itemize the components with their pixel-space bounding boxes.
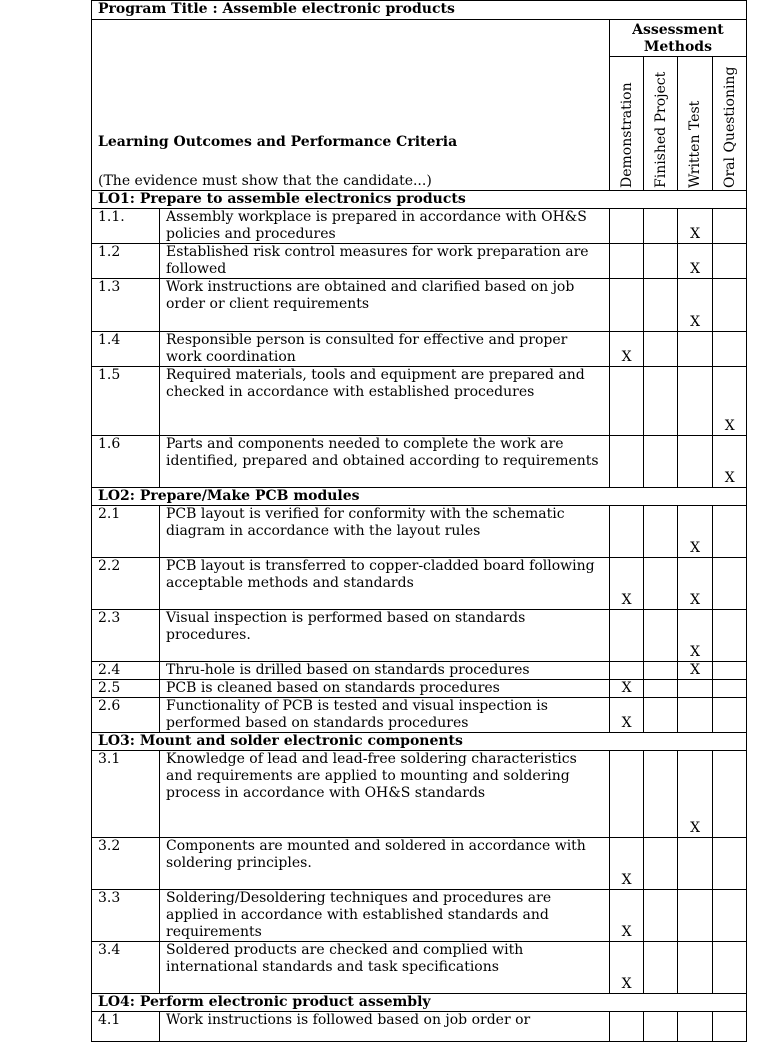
mark-finished-project [644, 942, 677, 994]
assessment-methods-header: Assessment Methods [609, 20, 746, 57]
mark-written-test: X [677, 662, 713, 680]
table-row [92, 698, 747, 733]
criterion-text: Thru-hole is drilled based on standards procedures [160, 662, 610, 680]
table-row [92, 942, 747, 994]
criterion-text: Soldering/Desoldering techniques and procedures are applied in accordance with established standards and requirements [160, 890, 610, 942]
mark-written-test [677, 942, 713, 994]
mark-oral-questioning [713, 838, 747, 890]
row-number: 3.3 [92, 890, 160, 942]
row-number: 1.4 [92, 332, 160, 367]
program-title-row [92, 1, 747, 20]
method-header-written-test: Written Test [677, 57, 713, 191]
row-number: 3.2 [92, 838, 160, 890]
criterion-text: Knowledge of lead and lead-free soldering characteristics and requirements are applied to mounting and soldering process in accordance with OH&S standards [160, 751, 610, 838]
mark-finished-project [644, 367, 677, 436]
mark-demonstration [609, 367, 644, 436]
program-title: Program Title : Assemble electronic products [92, 1, 747, 20]
mark-oral-questioning [713, 751, 747, 838]
row-number: 2.3 [92, 610, 160, 662]
mark-written-test: X [677, 506, 713, 558]
row-number: 1.3 [92, 279, 160, 332]
mark-written-test [677, 332, 713, 367]
mark-oral-questioning [713, 680, 747, 698]
row-number: 2.6 [92, 698, 160, 733]
row-number: 2.2 [92, 558, 160, 610]
mark-written-test: X [677, 751, 713, 838]
mark-finished-project [644, 209, 677, 244]
lo-header: Learning Outcomes and Performance Criteria [98, 134, 458, 150]
mark-demonstration [609, 610, 644, 662]
criterion-text: Functionality of PCB is tested and visual inspection is performed based on standards procedures [160, 698, 610, 733]
method-header-oral-questioning: Oral Questioning [713, 57, 747, 191]
mark-oral-questioning: X [713, 367, 747, 436]
mark-demonstration [609, 751, 644, 838]
mark-oral-questioning [713, 209, 747, 244]
criterion-text: Components are mounted and soldered in accordance with soldering principles. [160, 838, 610, 890]
mark-oral-questioning [713, 1012, 747, 1042]
table-row [92, 506, 747, 558]
mark-finished-project [644, 558, 677, 610]
table-row [92, 662, 747, 680]
mark-demonstration [609, 436, 644, 488]
mark-demonstration: X [609, 680, 644, 698]
lo-header-cell [92, 20, 610, 191]
criterion-text: Assembly workplace is prepared in accordance with OH&S policies and procedures [160, 209, 610, 244]
method-header-demonstration: Demonstration [609, 57, 644, 191]
mark-oral-questioning [713, 279, 747, 332]
mark-oral-questioning [713, 610, 747, 662]
mark-written-test [677, 436, 713, 488]
row-number: 1.5 [92, 367, 160, 436]
row-number: 1.6 [92, 436, 160, 488]
mark-oral-questioning [713, 698, 747, 733]
row-number: 3.1 [92, 751, 160, 838]
mark-finished-project [644, 838, 677, 890]
row-number: 3.4 [92, 942, 160, 994]
mark-oral-questioning [713, 244, 747, 279]
criterion-text: Work instructions are obtained and clarified based on job order or client requirements [160, 279, 610, 332]
row-number: 2.4 [92, 662, 160, 680]
table-row [92, 610, 747, 662]
table-row [92, 558, 747, 610]
assessment-document [91, 0, 747, 1042]
mark-demonstration: X [609, 890, 644, 942]
mark-written-test [677, 890, 713, 942]
mark-finished-project [644, 751, 677, 838]
mark-demonstration: X [609, 558, 644, 610]
row-number: 1.2 [92, 244, 160, 279]
mark-oral-questioning [713, 942, 747, 994]
table-row [92, 680, 747, 698]
row-number: 2.5 [92, 680, 160, 698]
mark-demonstration [609, 662, 644, 680]
mark-oral-questioning [713, 332, 747, 367]
mark-finished-project [644, 436, 677, 488]
criterion-text: Visual inspection is performed based on standards procedures. [160, 610, 610, 662]
mark-oral-questioning: X [713, 436, 747, 488]
mark-demonstration [609, 279, 644, 332]
lo2-title: LO2: Prepare/Make PCB modules [92, 488, 747, 506]
method-header-finished-project: Finished Project [644, 57, 677, 191]
mark-oral-questioning [713, 662, 747, 680]
criterion-text: Required materials, tools and equipment are prepared and checked in accordance with established procedures [160, 367, 610, 436]
mark-finished-project [644, 244, 677, 279]
mark-written-test: X [677, 244, 713, 279]
lo3-title: LO3: Mount and solder electronic components [92, 733, 747, 751]
table-row [92, 367, 747, 436]
mark-demonstration: X [609, 698, 644, 733]
lo1-title: LO1: Prepare to assemble electronics products [92, 191, 747, 209]
mark-oral-questioning [713, 558, 747, 610]
mark-finished-project [644, 332, 677, 367]
mark-demonstration [609, 1012, 644, 1042]
mark-demonstration [609, 209, 644, 244]
criterion-text: Established risk control measures for work preparation are followed [160, 244, 610, 279]
table-row [92, 244, 747, 279]
table-row [92, 436, 747, 488]
mark-finished-project [644, 610, 677, 662]
lo4-title: LO4: Perform electronic product assembly [92, 994, 747, 1012]
row-number: 1.1. [92, 209, 160, 244]
mark-oral-questioning [713, 506, 747, 558]
mark-written-test: X [677, 558, 713, 610]
mark-written-test [677, 680, 713, 698]
table-row [92, 1012, 747, 1042]
criterion-text: Work instructions is followed based on job order or [160, 1012, 610, 1042]
mark-written-test [677, 1012, 713, 1042]
mark-demonstration: X [609, 942, 644, 994]
mark-finished-project [644, 506, 677, 558]
table-row [92, 890, 747, 942]
row-number: 2.1 [92, 506, 160, 558]
mark-written-test [677, 367, 713, 436]
mark-written-test [677, 838, 713, 890]
table-row [92, 751, 747, 838]
mark-oral-questioning [713, 890, 747, 942]
mark-demonstration: X [609, 838, 644, 890]
mark-finished-project [644, 680, 677, 698]
evidence-note: (The evidence must show that the candidate...) [98, 173, 432, 189]
mark-written-test: X [677, 279, 713, 332]
mark-demonstration [609, 244, 644, 279]
mark-finished-project [644, 662, 677, 680]
mark-finished-project [644, 279, 677, 332]
header-row-1 [92, 20, 747, 57]
criterion-text: Responsible person is consulted for effective and proper work coordination [160, 332, 610, 367]
mark-finished-project [644, 698, 677, 733]
criterion-text: PCB layout is verified for conformity with the schematic diagram in accordance with the layout rules [160, 506, 610, 558]
mark-written-test: X [677, 209, 713, 244]
mark-written-test [677, 698, 713, 733]
criterion-text: PCB is cleaned based on standards procedures [160, 680, 610, 698]
table-row [92, 838, 747, 890]
mark-finished-project [644, 890, 677, 942]
mark-finished-project [644, 1012, 677, 1042]
table-row [92, 209, 747, 244]
table-row [92, 279, 747, 332]
criterion-text: Soldered products are checked and complied with international standards and task specifications [160, 942, 610, 994]
mark-written-test: X [677, 610, 713, 662]
mark-demonstration: X [609, 332, 644, 367]
mark-demonstration [609, 506, 644, 558]
assessment-table [91, 0, 747, 1042]
criterion-text: Parts and components needed to complete the work are identified, prepared and obtained according to requirements [160, 436, 610, 488]
row-number: 4.1 [92, 1012, 160, 1042]
table-row [92, 332, 747, 367]
criterion-text: PCB layout is transferred to copper-cladded board following acceptable methods and standards [160, 558, 610, 610]
